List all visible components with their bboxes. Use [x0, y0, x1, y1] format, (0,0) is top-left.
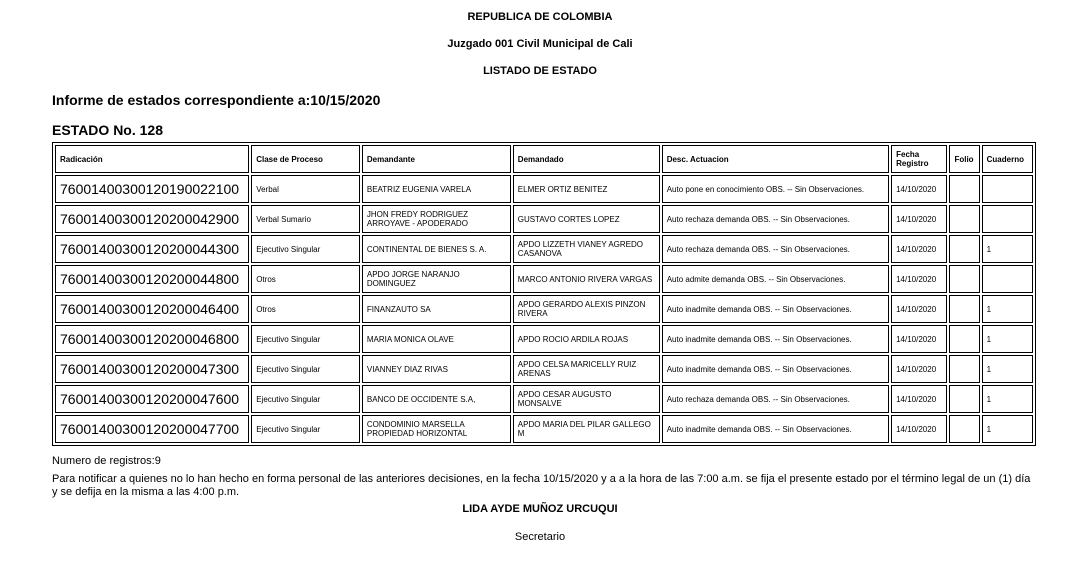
cell-folio [949, 235, 979, 263]
cell-cuaderno: 1 [982, 325, 1033, 353]
cell-fecha: 14/10/2020 [891, 325, 947, 353]
cell-demandante: MARIA MONICA OLAVE [362, 325, 511, 353]
record-count: Numero de registros:9 [52, 455, 161, 467]
col-header-actuacion: Desc. Actuacion [662, 145, 889, 173]
cell-cuaderno: 1 [982, 385, 1033, 413]
col-header-fecha: Fecha Registro [891, 145, 947, 173]
cell-folio [949, 205, 979, 233]
header-court: Juzgado 001 Civil Municipal de Cali [447, 38, 633, 50]
cell-demandante: CONDOMINIO MARSELLA PROPIEDAD HORIZONTAL [362, 415, 511, 443]
cell-actuacion: Auto inadmite demanda OBS. -- Sin Observaciones. [662, 325, 889, 353]
cell-cuaderno [982, 175, 1033, 203]
cell-clase: Ejecutivo Singular [251, 415, 360, 443]
cell-fecha: 14/10/2020 [891, 175, 947, 203]
cell-demandado: APDO LIZZETH VIANEY AGREDO CASANOVA [513, 235, 660, 263]
cell-demandante: VIANNEY DIAZ RIVAS [362, 355, 511, 383]
col-header-demandante: Demandante [362, 145, 511, 173]
cell-fecha: 14/10/2020 [891, 355, 947, 383]
col-header-folio: Folio [949, 145, 979, 173]
cell-actuacion: Auto inadmite demanda OBS. -- Sin Observaciones. [662, 295, 889, 323]
cell-cuaderno: 1 [982, 295, 1033, 323]
cell-clase: Ejecutivo Singular [251, 355, 360, 383]
table-row [55, 295, 1033, 323]
cell-demandado: GUSTAVO CORTES LOPEZ [513, 205, 660, 233]
signatory-title: Secretario [514, 531, 566, 543]
cell-fecha: 14/10/2020 [891, 205, 947, 233]
cell-actuacion: Auto pone en conocimiento OBS. -- Sin Observaciones. [662, 175, 889, 203]
table-row [55, 325, 1033, 353]
estado-number: ESTADO No. 128 [52, 122, 163, 138]
cell-folio [949, 355, 979, 383]
cell-demandante: APDO JORGE NARANJO DOMINGUEZ [362, 265, 511, 293]
cell-demandado: APDO CESAR AUGUSTO MONSALVE [513, 385, 660, 413]
cell-radicacion: 76001400300120190022100 [55, 175, 249, 203]
signatory-name: LIDA AYDE MUÑOZ URCUQUI [462, 503, 618, 515]
cell-clase: Otros [251, 265, 360, 293]
col-header-demandado: Demandado [513, 145, 660, 173]
cell-folio [949, 295, 979, 323]
cell-actuacion: Auto rechaza demanda OBS. -- Sin Observaciones. [662, 385, 889, 413]
cell-cuaderno [982, 265, 1033, 293]
cell-demandado: APDO MARIA DEL PILAR GALLEGO M [513, 415, 660, 443]
cell-folio [949, 175, 979, 203]
table-row [55, 205, 1033, 233]
col-header-radicacion: Radicación [55, 145, 249, 173]
cell-radicacion: 76001400300120200044800 [55, 265, 249, 293]
cell-actuacion: Auto admite demanda OBS. -- Sin Observaciones. [662, 265, 889, 293]
cell-fecha: 14/10/2020 [891, 265, 947, 293]
cell-demandado: APDO GERARDO ALEXIS PINZON RIVERA [513, 295, 660, 323]
table-row [55, 415, 1033, 443]
cell-radicacion: 76001400300120200046800 [55, 325, 249, 353]
cell-actuacion: Auto inadmite demanda OBS. -- Sin Observaciones. [662, 355, 889, 383]
cell-demandante: JHON FREDY RODRIGUEZ ARROYAVE - APODERADO [362, 205, 511, 233]
cell-cuaderno: 1 [982, 415, 1033, 443]
cell-demandado: MARCO ANTONIO RIVERA VARGAS [513, 265, 660, 293]
col-header-clase: Clase de Proceso [251, 145, 360, 173]
cell-radicacion: 76001400300120200046400 [55, 295, 249, 323]
cell-folio [949, 265, 979, 293]
cell-clase: Ejecutivo Singular [251, 235, 360, 263]
cell-fecha: 14/10/2020 [891, 385, 947, 413]
header-listing-title: LISTADO DE ESTADO [483, 65, 597, 77]
cell-radicacion: 76001400300120200044300 [55, 235, 249, 263]
report-date-heading: Informe de estados correspondiente a:10/15/2020 [52, 92, 381, 108]
table-row [55, 235, 1033, 263]
cell-actuacion: Auto inadmite demanda OBS. -- Sin Observaciones. [662, 415, 889, 443]
cell-fecha: 14/10/2020 [891, 235, 947, 263]
cell-clase: Verbal [251, 175, 360, 203]
cell-fecha: 14/10/2020 [891, 415, 947, 443]
cell-folio [949, 325, 979, 353]
cell-cuaderno: 1 [982, 355, 1033, 383]
cell-clase: Verbal Sumario [251, 205, 360, 233]
header-country: REPUBLICA DE COLOMBIA [467, 11, 613, 23]
table-header-row [55, 145, 1033, 173]
cell-radicacion: 76001400300120200047300 [55, 355, 249, 383]
cell-actuacion: Auto rechaza demanda OBS. -- Sin Observaciones. [662, 235, 889, 263]
cell-folio [949, 385, 979, 413]
cell-demandante: BEATRIZ EUGENIA VARELA [362, 175, 511, 203]
cell-demandado: ELMER ORTIZ BENITEZ [513, 175, 660, 203]
cell-cuaderno [982, 205, 1033, 233]
cell-clase: Ejecutivo Singular [251, 385, 360, 413]
table-row [55, 175, 1033, 203]
cell-clase: Ejecutivo Singular [251, 325, 360, 353]
cell-radicacion: 76001400300120200042900 [55, 205, 249, 233]
estados-table [52, 142, 1036, 446]
table-row [55, 265, 1033, 293]
cell-demandante: FINANZAUTO SA [362, 295, 511, 323]
cell-folio [949, 415, 979, 443]
cell-radicacion: 76001400300120200047700 [55, 415, 249, 443]
table-row [55, 355, 1033, 383]
cell-demandante: CONTINENTAL DE BIENES S. A. [362, 235, 511, 263]
cell-demandado: APDO CELSA MARICELLY RUIZ ARENAS [513, 355, 660, 383]
notification-notice: Para notificar a quienes no lo han hecho en forma personal de las anteriores decisiones, en la fecha 10/15/2020 y a a la hora de las 7:00 a.m. se fija el presente estado por el término legal de un (1) día y se defija en la misma a las 4:00 p.m. [52, 473, 1031, 498]
cell-cuaderno: 1 [982, 235, 1033, 263]
cell-actuacion: Auto rechaza demanda OBS. -- Sin Observaciones. [662, 205, 889, 233]
cell-fecha: 14/10/2020 [891, 295, 947, 323]
col-header-cuaderno: Cuaderno [982, 145, 1033, 173]
cell-demandado: APDO ROCIO ARDILA ROJAS [513, 325, 660, 353]
table-row [55, 385, 1033, 413]
cell-radicacion: 76001400300120200047600 [55, 385, 249, 413]
cell-clase: Otros [251, 295, 360, 323]
cell-demandante: BANCO DE OCCIDENTE S.A, [362, 385, 511, 413]
